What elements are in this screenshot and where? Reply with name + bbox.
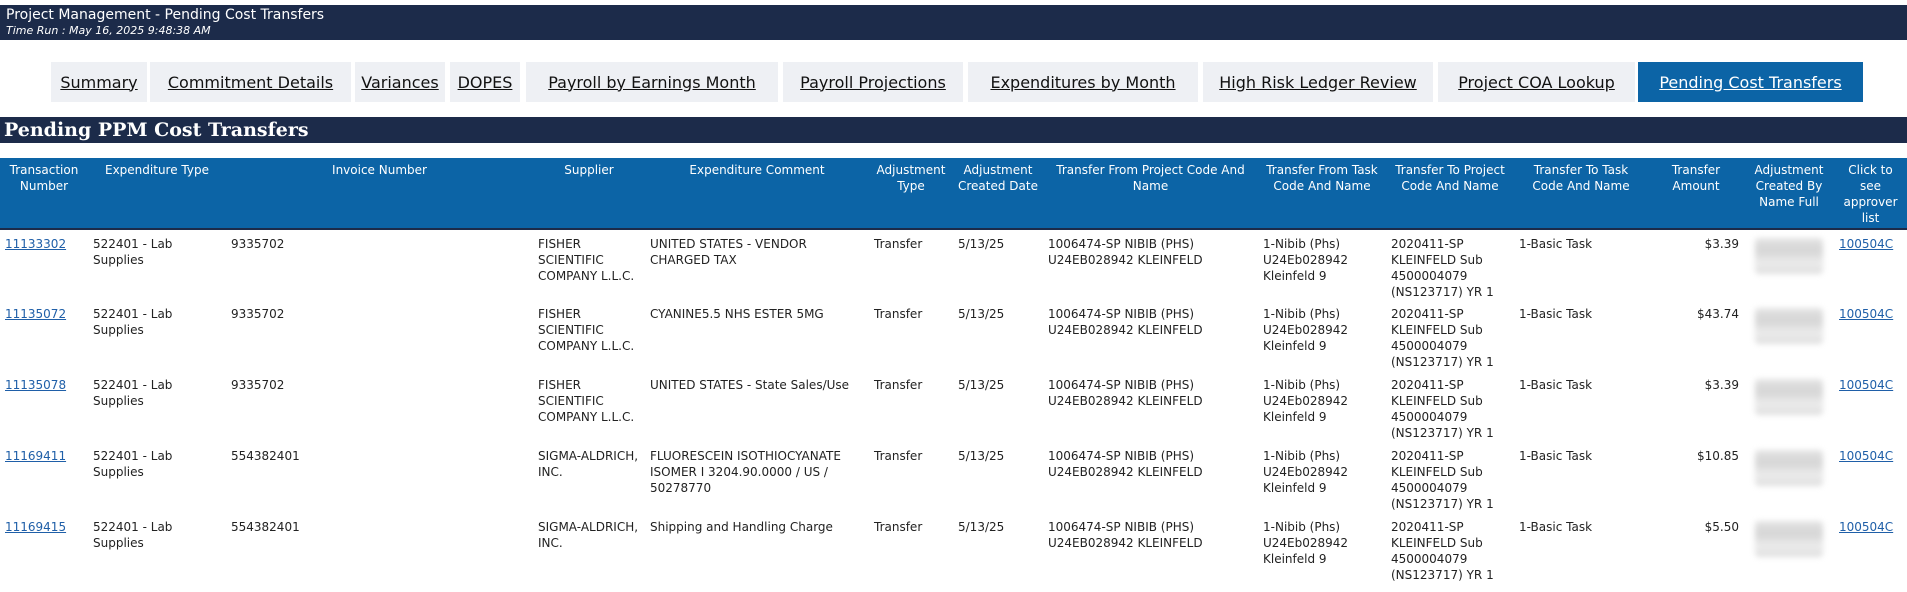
- adjustment-date-cell: 5/13/25: [958, 520, 1005, 534]
- expenditure-comment-cell: UNITED STATES - VENDOR CHARGED TAX: [650, 237, 807, 267]
- approver-cell: [1834, 371, 1907, 442]
- column-header[interactable]: Expenditure Comment: [645, 158, 869, 229]
- expenditure-comment-cell: FLUORESCEIN ISOTHIOCYANATE ISOMER I 3204.90.0000 / US / 50278770: [650, 449, 841, 495]
- report-tabs: [0, 40, 1907, 112]
- column-header[interactable]: Click to see approver list: [1834, 158, 1907, 229]
- approver-cell: [1834, 300, 1907, 371]
- to-project-cell: 2020411-SP KLEINFELD Sub 4500004079 (NS123717) YR 1: [1391, 449, 1494, 511]
- from-project-cell: 1006474-SP NIBIB (PHS) U24EB028942 KLEINFELD: [1048, 307, 1203, 337]
- column-header[interactable]: Expenditure Type: [88, 158, 226, 229]
- tab-label: Variances: [361, 72, 439, 92]
- expenditure-type-cell: 522401 - Lab Supplies: [93, 378, 173, 408]
- approver-list-link[interactable]: 100504C: [1839, 307, 1894, 321]
- approver-list-link[interactable]: 100504C: [1839, 237, 1894, 251]
- transaction-number-link[interactable]: 11133302: [5, 237, 67, 251]
- approver-list-link[interactable]: 100504C: [1839, 449, 1894, 463]
- table-row: [0, 371, 1907, 442]
- tab-label: Payroll Projections: [800, 72, 946, 92]
- invoice-number-cell: 9335702: [231, 237, 285, 251]
- to-task-cell: 1-Basic Task: [1519, 520, 1593, 534]
- section-title: Pending PPM Cost Transfers: [0, 117, 1907, 143]
- adjustment-type-cell: Transfer: [874, 520, 923, 534]
- tab-expenditures-by-month[interactable]: [968, 62, 1198, 102]
- to-task-cell: 1-Basic Task: [1519, 237, 1593, 251]
- created-by-cell: [1744, 513, 1834, 584]
- to-task-cell: 1-Basic Task: [1519, 307, 1593, 321]
- column-header[interactable]: Adjustment Created By Name Full: [1744, 158, 1834, 229]
- to-task-cell: 1-Basic Task: [1519, 449, 1593, 463]
- table-row: [0, 442, 1907, 513]
- tab-label: Payroll by Earnings Month: [548, 72, 756, 92]
- tab-summary[interactable]: [51, 62, 147, 102]
- from-task-cell: 1-Nibib (Phs) U24Eb028942 Kleinfeld 9: [1263, 520, 1349, 566]
- adjustment-type-cell: Transfer: [874, 378, 923, 392]
- from-task-cell: 1-Nibib (Phs) U24Eb028942 Kleinfeld 9: [1263, 307, 1349, 353]
- created-by-cell: [1744, 229, 1834, 300]
- invoice-number-cell: 554382401: [231, 449, 300, 463]
- from-project-cell: 1006474-SP NIBIB (PHS) U24EB028942 KLEINFELD: [1048, 449, 1203, 479]
- redacted-name: [1755, 308, 1823, 344]
- transaction-number-link[interactable]: 11135078: [5, 378, 67, 392]
- from-project-cell: 1006474-SP NIBIB (PHS) U24EB028942 KLEINFELD: [1048, 378, 1203, 408]
- tab-project-coa-lookup[interactable]: [1438, 62, 1635, 102]
- transaction-number-cell: [0, 371, 88, 442]
- tab-commitment-details[interactable]: [150, 62, 351, 102]
- cost-transfers-table-wrap: [0, 158, 1907, 584]
- from-project-cell: 1006474-SP NIBIB (PHS) U24EB028942 KLEINFELD: [1048, 237, 1203, 267]
- created-by-cell: [1744, 300, 1834, 371]
- tab-pending-cost-transfers[interactable]: [1638, 62, 1863, 102]
- column-header[interactable]: Transfer Amount: [1648, 158, 1744, 229]
- table-row: [0, 513, 1907, 584]
- redacted-name: [1755, 238, 1823, 274]
- approver-list-link[interactable]: 100504C: [1839, 378, 1894, 392]
- tab-label: Expenditures by Month: [990, 72, 1176, 92]
- to-task-cell: 1-Basic Task: [1519, 378, 1593, 392]
- column-header[interactable]: Transfer From Task Code And Name: [1258, 158, 1386, 229]
- to-project-cell: 2020411-SP KLEINFELD Sub 4500004079 (NS123717) YR 1: [1391, 237, 1494, 299]
- supplier-cell: FISHER SCIENTIFIC COMPANY L.L.C.: [538, 307, 635, 353]
- redacted-name: [1755, 450, 1823, 486]
- tab-label: Pending Cost Transfers: [1659, 72, 1842, 92]
- transaction-number-link[interactable]: 11169415: [5, 520, 67, 534]
- tab-label: Project COA Lookup: [1458, 72, 1615, 92]
- transaction-number-cell: [0, 229, 88, 300]
- approver-cell: [1834, 513, 1907, 584]
- invoice-number-cell: 9335702: [231, 307, 285, 321]
- transaction-number-cell: [0, 513, 88, 584]
- adjustment-type-cell: Transfer: [874, 449, 923, 463]
- column-header[interactable]: Adjustment Type: [869, 158, 953, 229]
- app-title: Project Management - Pending Cost Transfers: [6, 7, 325, 23]
- expenditure-type-cell: 522401 - Lab Supplies: [93, 449, 173, 479]
- approver-cell: [1834, 442, 1907, 513]
- supplier-cell: FISHER SCIENTIFIC COMPANY L.L.C.: [538, 237, 635, 283]
- transaction-number-link[interactable]: 11169411: [5, 449, 67, 463]
- from-task-cell: 1-Nibib (Phs) U24Eb028942 Kleinfeld 9: [1263, 378, 1349, 424]
- transfer-amount-cell: $3.39: [1704, 237, 1739, 251]
- transfer-amount-cell: $10.85: [1697, 449, 1739, 463]
- tab-payroll-projections[interactable]: [783, 62, 963, 102]
- expenditure-type-cell: 522401 - Lab Supplies: [93, 237, 173, 267]
- invoice-number-cell: 554382401: [231, 520, 300, 534]
- redacted-name: [1755, 521, 1823, 557]
- supplier-cell: SIGMA-ALDRICH, INC.: [538, 449, 639, 479]
- redacted-name: [1755, 379, 1823, 415]
- to-project-cell: 2020411-SP KLEINFELD Sub 4500004079 (NS123717) YR 1: [1391, 378, 1494, 440]
- transaction-number-cell: [0, 442, 88, 513]
- expenditure-comment-cell: UNITED STATES - State Sales/Use: [650, 378, 850, 392]
- cost-transfers-table: [0, 158, 1907, 584]
- tab-label: High Risk Ledger Review: [1219, 72, 1417, 92]
- approver-list-link[interactable]: 100504C: [1839, 520, 1894, 534]
- time-run: Time Run : May 16, 2025 9:48:38 AM: [6, 24, 211, 37]
- table-header-row: [0, 158, 1907, 229]
- adjustment-date-cell: 5/13/25: [958, 237, 1005, 251]
- transfer-amount-cell: $43.74: [1697, 307, 1739, 321]
- transaction-number-link[interactable]: 11135072: [5, 307, 67, 321]
- adjustment-date-cell: 5/13/25: [958, 378, 1005, 392]
- transfer-amount-cell: $3.39: [1704, 378, 1739, 392]
- tab-payroll-by-earnings-month[interactable]: [526, 62, 778, 102]
- adjustment-date-cell: 5/13/25: [958, 449, 1005, 463]
- invoice-number-cell: 9335702: [231, 378, 285, 392]
- expenditure-comment-cell: Shipping and Handling Charge: [650, 520, 833, 534]
- table-row: [0, 300, 1907, 371]
- transaction-number-cell: [0, 300, 88, 371]
- column-header[interactable]: Transaction Number: [0, 158, 88, 229]
- column-header[interactable]: Adjustment Created Date: [953, 158, 1043, 229]
- approver-cell: [1834, 229, 1907, 300]
- expenditure-type-cell: 522401 - Lab Supplies: [93, 307, 173, 337]
- table-row: [0, 229, 1907, 300]
- adjustment-type-cell: Transfer: [874, 237, 923, 251]
- column-header[interactable]: Transfer To Task Code And Name: [1514, 158, 1648, 229]
- tab-label: Summary: [60, 72, 138, 92]
- tab-dopes[interactable]: [450, 62, 520, 102]
- column-header[interactable]: Invoice Number: [226, 158, 533, 229]
- adjustment-date-cell: 5/13/25: [958, 307, 1005, 321]
- column-header[interactable]: Transfer To Project Code And Name: [1386, 158, 1514, 229]
- supplier-cell: SIGMA-ALDRICH, INC.: [538, 520, 639, 550]
- from-project-cell: 1006474-SP NIBIB (PHS) U24EB028942 KLEINFELD: [1048, 520, 1203, 550]
- app-header: [0, 5, 1907, 40]
- adjustment-type-cell: Transfer: [874, 307, 923, 321]
- column-header[interactable]: Supplier: [533, 158, 645, 229]
- supplier-cell: FISHER SCIENTIFIC COMPANY L.L.C.: [538, 378, 635, 424]
- expenditure-type-cell: 522401 - Lab Supplies: [93, 520, 173, 550]
- transfer-amount-cell: $5.50: [1704, 520, 1739, 534]
- tab-high-risk-ledger-review[interactable]: [1203, 62, 1433, 102]
- created-by-cell: [1744, 442, 1834, 513]
- from-task-cell: 1-Nibib (Phs) U24Eb028942 Kleinfeld 9: [1263, 237, 1349, 283]
- to-project-cell: 2020411-SP KLEINFELD Sub 4500004079 (NS123717) YR 1: [1391, 307, 1494, 369]
- tab-label: DOPES: [457, 72, 513, 92]
- to-project-cell: 2020411-SP KLEINFELD Sub 4500004079 (NS123717) YR 1: [1391, 520, 1494, 582]
- from-task-cell: 1-Nibib (Phs) U24Eb028942 Kleinfeld 9: [1263, 449, 1349, 495]
- expenditure-comment-cell: CYANINE5.5 NHS ESTER 5MG: [650, 307, 824, 321]
- column-header[interactable]: Transfer From Project Code And Name: [1043, 158, 1258, 229]
- tab-variances[interactable]: [355, 62, 445, 102]
- created-by-cell: [1744, 371, 1834, 442]
- tab-label: Commitment Details: [167, 72, 334, 92]
